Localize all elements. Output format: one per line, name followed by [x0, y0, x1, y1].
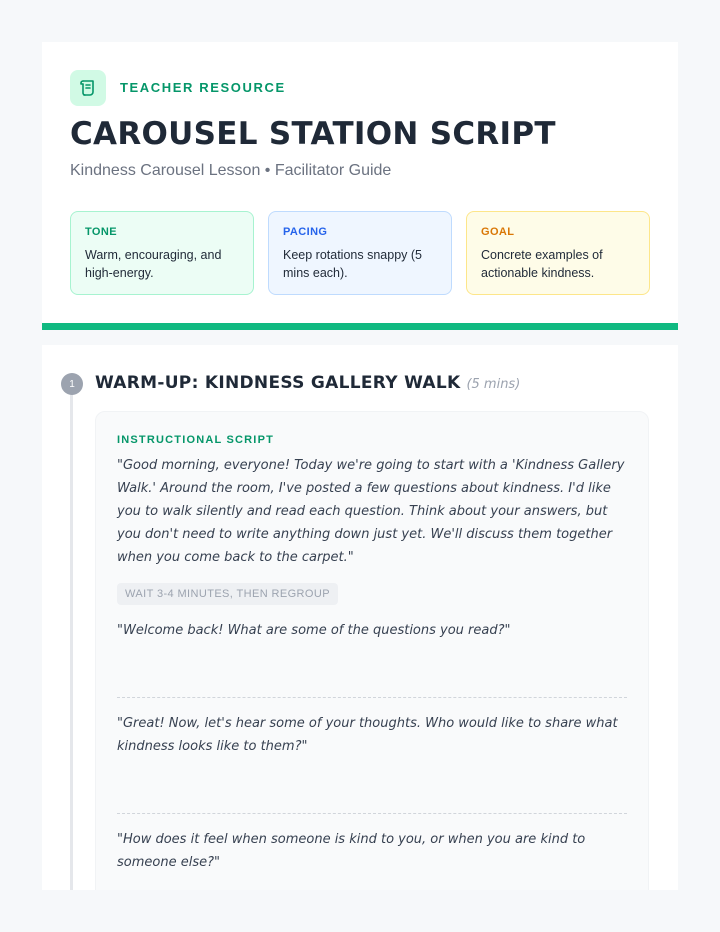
tone-text: Warm, encouraging, and high-energy. — [85, 248, 222, 280]
section-title: WARM-UP: KINDNESS GALLERY WALK — [95, 373, 461, 393]
script-quote: "Welcome back! What are some of the questions you read?" — [117, 623, 511, 638]
goal-text: Concrete examples of actionable kindness. — [481, 248, 603, 280]
dashed-divider — [117, 813, 627, 814]
goal-label: GOAL — [481, 226, 515, 238]
eyebrow-label: TEACHER RESOURCE — [120, 80, 286, 95]
scroll-icon — [70, 70, 106, 106]
step-number-badge: 1 — [61, 373, 83, 395]
script-section-card — [42, 345, 678, 890]
instructional-script-box — [95, 411, 649, 890]
script-label: INSTRUCTIONAL SCRIPT — [117, 434, 275, 446]
script-quote: "How does it feel when someone is kind to you, or when you are kind to someone else?" — [117, 832, 586, 870]
goal-card — [466, 211, 650, 295]
page-title: CAROUSEL STATION SCRIPT — [70, 116, 556, 152]
pacing-label: PACING — [283, 226, 328, 238]
dashed-divider — [117, 697, 627, 698]
header-accent-bar — [42, 323, 678, 330]
pacing-card — [268, 211, 452, 295]
section-heading — [95, 373, 520, 393]
timeline-line — [70, 385, 73, 890]
script-quote: "Good morning, everyone! Today we're going to start with a 'Kindness Gallery Walk.' Around the room, I've posted a few questions about kindness. I'd like you to walk silently and read each question. Think about your answers, but you don't need to write anything down just yet. We'll discuss them together when you come back to the carpet." — [117, 458, 625, 565]
tone-label: TONE — [85, 226, 117, 238]
wait-note-badge: WAIT 3-4 MINUTES, THEN REGROUP — [117, 583, 338, 605]
script-quote: "Great! Now, let's hear some of your thoughts. Who would like to share what kindness looks like to them?" — [117, 716, 618, 754]
page-subtitle: Kindness Carousel Lesson • Facilitator Guide — [70, 162, 392, 179]
section-duration: (5 mins) — [466, 377, 521, 392]
header-card — [42, 42, 678, 330]
tone-card — [70, 211, 254, 295]
pacing-text: Keep rotations snappy (5 mins each). — [283, 248, 422, 280]
